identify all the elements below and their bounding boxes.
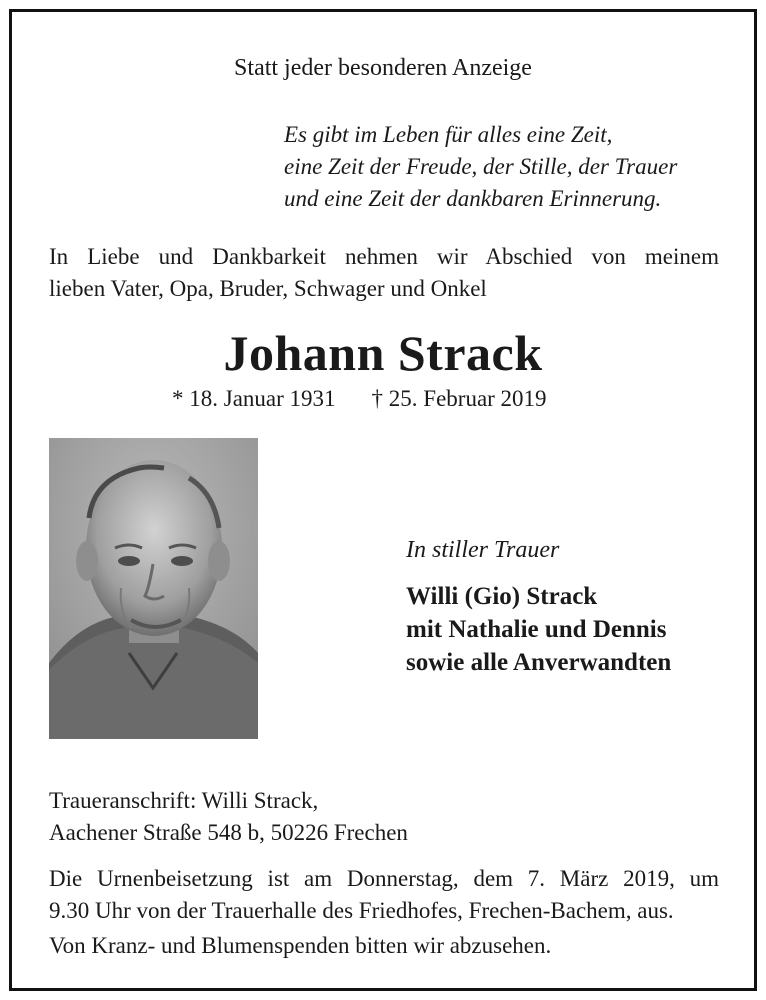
life-dates <box>172 386 547 412</box>
intro-line: In Liebe und Dankbarkeit nehmen wir Abschied von meinem <box>49 244 719 269</box>
address-line: Aachener Straße 548 b, 50226 Frechen <box>49 820 408 845</box>
mourners-list <box>406 580 671 679</box>
death-date: † 25. Februar 2019 <box>371 386 547 411</box>
mourner-line: Willi (Gio) Strack <box>406 583 598 610</box>
birth-date: * 18. Januar 1931 <box>172 386 336 411</box>
header-line: Statt jeder besonderen Anzeige <box>234 55 532 81</box>
mourner-line: sowie alle Anverwandten <box>406 649 672 676</box>
quote-line: Es gibt im Leben für alles eine Zeit, <box>284 122 613 147</box>
portrait-photo <box>49 438 258 739</box>
deceased-name: Johann Strack <box>223 325 543 381</box>
burial-line: Die Urnenbeisetzung ist am Donnerstag, dem 7. März 2019, um <box>49 866 719 891</box>
quote-line: und eine Zeit der dankbaren Erinnerung. <box>284 186 662 211</box>
burial-info <box>49 863 719 927</box>
mourning-address <box>49 785 408 849</box>
flower-note: Von Kranz- und Blumenspenden bitten wir abzusehen. <box>49 933 552 958</box>
address-line: Traueranschrift: Willi Strack, <box>49 788 319 813</box>
quote <box>284 119 677 215</box>
intro-text <box>49 241 719 305</box>
mourning-intro: In stiller Trauer <box>406 537 560 563</box>
burial-line: 9.30 Uhr von der Trauerhalle des Friedhofes, Frechen-Bachem, aus. <box>49 898 674 923</box>
mourner-line: mit Nathalie und Dennis <box>406 616 667 643</box>
portrait-image <box>49 438 258 739</box>
obituary-frame <box>9 9 757 991</box>
intro-line: lieben Vater, Opa, Bruder, Schwager und Onkel <box>49 276 487 301</box>
quote-line: eine Zeit der Freude, der Stille, der Trauer <box>284 154 678 179</box>
